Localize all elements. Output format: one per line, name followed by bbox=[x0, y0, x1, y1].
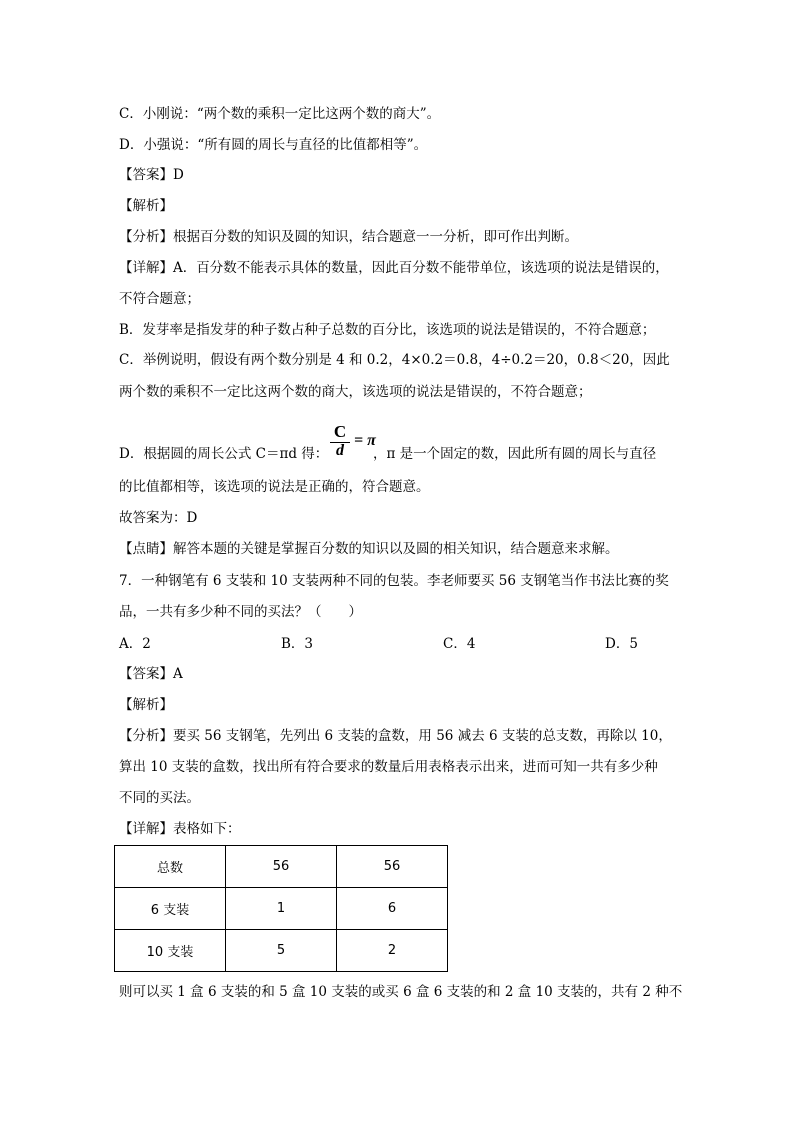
detail-paragraph-line: 的比值都相等，该选项的说法是正确的，符合题意。 bbox=[119, 479, 430, 495]
table-row bbox=[115, 846, 448, 888]
fraction-equals-pi: = π bbox=[354, 432, 376, 449]
detail-paragraph-line: 两个数的乘积不一定比这两个数的商大，该选项的说法是错误的，不符合题意； bbox=[119, 384, 592, 400]
option-c-statement: C．小刚说：“两个数的乘积一定比这两个数的商大”。 bbox=[119, 106, 441, 122]
question-7-line: 7．一种钢笔有 6 支装和 10 支装两种不同的包装。李老师要买 56 支钢笔当作书法比赛的奖 bbox=[119, 573, 669, 589]
fraction-numerator: C bbox=[333, 422, 347, 441]
detail-paragraph-line: 【详解】A．百分数不能表示具体的数量，因此百分数不能带单位，该选项的说法是错误的， bbox=[119, 260, 669, 276]
analysis-heading: 【解析】 bbox=[119, 198, 173, 214]
analysis-paragraph-line: 不同的买法。 bbox=[119, 790, 200, 806]
key-point: 【点睛】解答本题的关键是掌握百分数的知识以及圆的相关知识，结合题意来求解。 bbox=[119, 541, 619, 557]
option-d-statement: D．小强说：“所有圆的周长与直径的比值都相等”。 bbox=[119, 137, 428, 153]
answer-label: 【答案】D bbox=[119, 167, 184, 183]
table-cell: 56 bbox=[337, 846, 448, 888]
table-cell: 6 支装 bbox=[115, 888, 226, 930]
table-cell: 6 bbox=[337, 888, 448, 930]
fraction-denominator: d bbox=[336, 442, 344, 459]
detail-paragraph-line: B．发芽率是指发芽的种子数占种子总数的百分比，该选项的说法是错误的，不符合题意； bbox=[119, 322, 656, 338]
option-c: C．4 bbox=[443, 636, 476, 652]
table-cell: 总数 bbox=[115, 846, 226, 888]
purchase-options-table bbox=[114, 845, 448, 972]
analysis-paragraph: 【分析】根据百分数的知识及圆的知识，结合题意一一分析，即可作出判断。 bbox=[119, 229, 578, 245]
detail-heading: 【详解】表格如下： bbox=[119, 821, 241, 837]
table-cell: 56 bbox=[226, 846, 337, 888]
table-cell: 5 bbox=[226, 930, 337, 972]
option-a: A．2 bbox=[119, 636, 151, 652]
analysis-paragraph-line: 算出 10 支装的盒数，找出所有符合要求的数量后用表格表示出来，进而可知一共有多少种 bbox=[119, 759, 658, 775]
option-b: B．3 bbox=[281, 636, 314, 652]
c-over-d-fraction bbox=[330, 424, 350, 458]
question-7-line: 品，一共有多少种不同的买法？（ ） bbox=[119, 604, 362, 620]
analysis-paragraph-line: 【分析】要买 56 支钢笔，先列出 6 支装的盒数，用 56 减去 6 支装的总支数，再除以 10， bbox=[119, 728, 672, 744]
option-d: D．5 bbox=[605, 636, 638, 652]
table-row bbox=[115, 930, 448, 972]
table-cell: 1 bbox=[226, 888, 337, 930]
final-answer: 故答案为：D bbox=[119, 510, 198, 526]
circle-formula-text-continued: ，π 是一个固定的数，因此所有圆的周长与直径 bbox=[373, 446, 657, 462]
circle-formula-text: D．根据圆的周长公式 C＝πd 得： bbox=[119, 446, 329, 462]
table-row bbox=[115, 888, 448, 930]
table-cell: 2 bbox=[337, 930, 448, 972]
answer-label: 【答案】A bbox=[119, 666, 183, 682]
detail-paragraph-line: C．举例说明，假设有两个数分别是 4 和 0.2，4×0.2＝0.8，4÷0.2＝20，0.8＜20，因此 bbox=[119, 352, 670, 368]
analysis-heading: 【解析】 bbox=[119, 697, 173, 713]
conclusion-line: 则可以买 1 盒 6 支装的和 5 盒 10 支装的或买 6 盒 6 支装的和 2 盒 10 支装的，共有 2 种不 bbox=[119, 984, 683, 1000]
table-cell: 10 支装 bbox=[115, 930, 226, 972]
detail-paragraph-line: 不符合题意； bbox=[119, 291, 200, 307]
